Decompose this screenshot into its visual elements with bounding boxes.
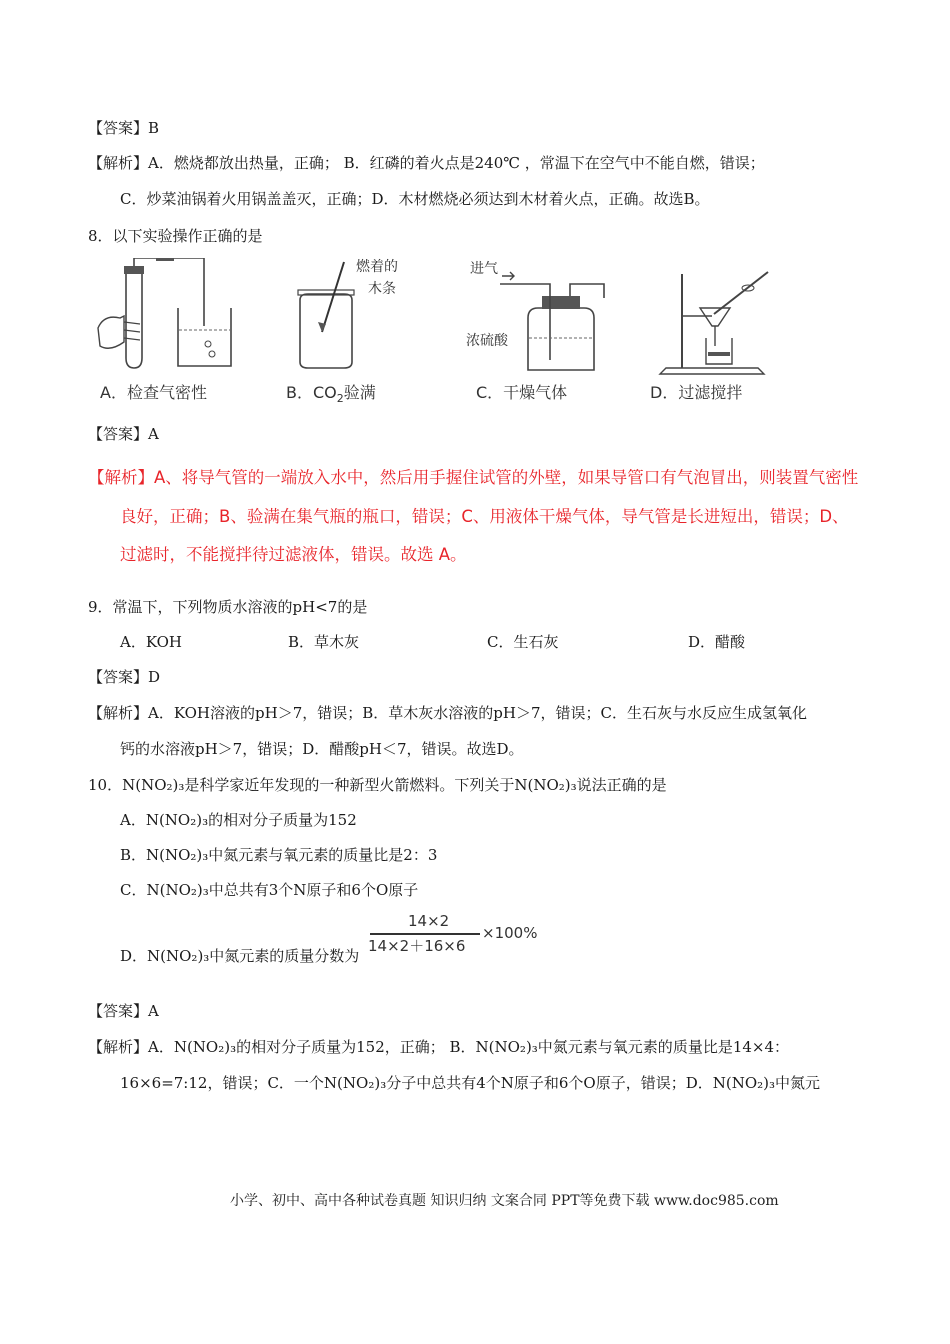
label-sulfuric-acid: 浓硫酸 [466, 333, 508, 349]
figure-d-filtration [648, 258, 798, 414]
q8-analysis-line-3: 过滤时，不能搅拌待过滤液体，错误。故选 A。 [120, 545, 467, 564]
q10-stem: 10．N(NO₂)₃是科学家近年发现的一种新型火箭燃料。下列关于N(NO₂)₃说法正确的是 [88, 776, 667, 794]
q7-analysis-line-1: 【解析】A．燃烧都放出热量，正确； B．红磷的着火点是240℃ ，常温下在空气中不能自燃，错误； [88, 154, 765, 172]
mass-fraction-formula [368, 912, 548, 956]
q9-option-c: C．生石灰 [487, 633, 559, 651]
figure-b-caption: B．$CO_2$验满 [286, 383, 376, 406]
label-burning-stick-1: 燃着的 [356, 259, 398, 275]
page-footer: 小学、初中、高中各种试卷真题 知识归纳 文案合同 PPT等免费下载 www.doc985.com [230, 1193, 779, 1209]
q10-answer: 【答案】A [88, 1002, 159, 1020]
formula-denominator: 14×2＋16×6 [368, 937, 466, 955]
formula-numerator: 14×2 [408, 912, 450, 930]
airtightness-apparatus-drawing [96, 258, 266, 378]
q10-option-d: D．N(NO₂)₃中氮元素的质量分数为 [120, 947, 360, 965]
gas-jar-drawing [282, 258, 432, 378]
q9-analysis-line-1: 【解析】A．KOH溶液的pH＞7，错误；B．草木灰水溶液的pH＞7，错误；C．生石灰与水反应生成氢氧化 [88, 704, 807, 722]
q9-option-b: B．草木灰 [288, 633, 360, 651]
q10-option-b: B．N(NO₂)₃中氮元素与氧元素的质量比是2：3 [120, 846, 438, 864]
q8-analysis-line-2: 良好，正确；B、验满在集气瓶的瓶口，错误；C、用液体干燥气体，导气管是长进短出，错误；D、 [120, 507, 849, 526]
q7-analysis-line-2: C．炒菜油锅着火用锅盖盖灭，正确；D．木材燃烧必须达到木材着火点，正确。故选B。 [120, 190, 710, 208]
figure-d-caption: D．过滤搅拌 [650, 383, 743, 402]
q9-option-d: D．醋酸 [688, 633, 746, 651]
q9-answer: 【答案】D [88, 668, 161, 686]
q9-analysis-line-2: 钙的水溶液pH＞7，错误；D．醋酸pH＜7，错误。故选D。 [120, 740, 524, 758]
q8-stem: 8．以下实验操作正确的是 [88, 227, 263, 245]
q9-option-a: A．KOH [120, 633, 183, 651]
formula-percent: ×100% [482, 924, 538, 942]
q10-option-a: A．N(NO₂)₃的相对分子质量为152 [120, 811, 357, 829]
q10-option-c: C．N(NO₂)₃中总共有3个N原子和6个O原子 [120, 881, 419, 899]
label-gas-in: 进气 [470, 261, 498, 277]
figure-a-airtightness [96, 258, 266, 414]
figure-c-caption: C．干燥气体 [476, 383, 568, 402]
q8-analysis-line-1: 【解析】A、将导气管的一端放入水中，然后用手握住试管的外壁，如果导管口有气泡冒出，则装置气密性 [88, 468, 859, 487]
q7-answer: 【答案】B [88, 119, 160, 137]
figure-c-drying [466, 258, 636, 414]
filtration-apparatus-drawing [648, 258, 798, 378]
figure-b-co2-check [282, 258, 432, 414]
label-burning-stick-2: 木条 [368, 281, 396, 297]
q10-analysis-line-2: 16×6=7:12，错误；C．一个N(NO₂)₃分子中总共有4个N原子和6个O原子，错误；D．N(NO₂)₃中氮元 [120, 1074, 821, 1092]
q9-stem: 9．常温下，下列物质水溶液的pH<7的是 [88, 598, 368, 616]
figure-a-caption: A．检查气密性 [100, 383, 207, 402]
q10-analysis-line-1: 【解析】A．N(NO₂)₃的相对分子质量为152，正确； B．N(NO₂)₃中氮元素与氧元素的质量比是14×4： [88, 1038, 790, 1056]
q8-answer: 【答案】A [88, 425, 159, 443]
